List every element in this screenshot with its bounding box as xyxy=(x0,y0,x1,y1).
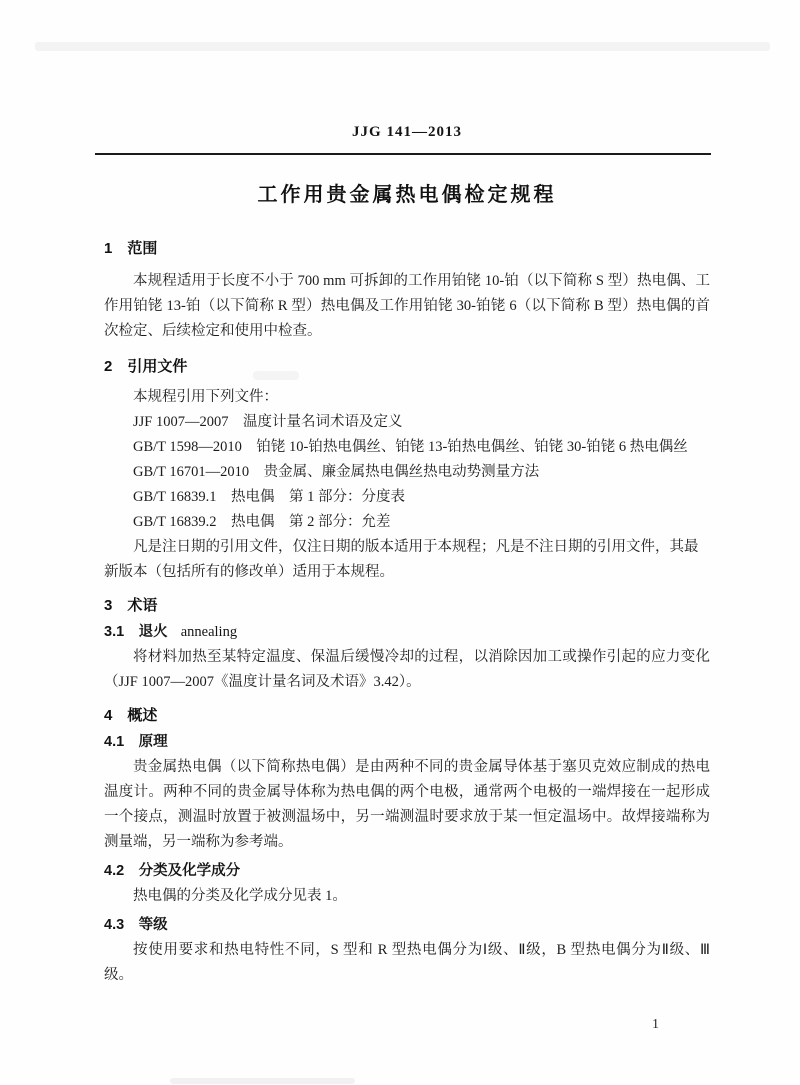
reference-note: 凡是注日期的引用文件，仅注日期的版本适用于本规程；凡是不注日期的引用文件，其最新版本（包括所有的修改单）适用于本规程。 xyxy=(104,539,699,580)
section-4-heading: 4 概述 xyxy=(104,707,158,724)
subsection-3-1-paragraph: 将材料加热至某特定温度、保温后缓慢冷却的过程，以消除因加工或操作引起的应力变化（JJF 1007—2007《温度计量名词及术语》3.42）。 xyxy=(104,649,710,690)
subsection-4-3-heading xyxy=(104,913,710,938)
subsection-4-3-paragraph: 按使用要求和热电特性不同，S 型和 R 型热电偶分为Ⅰ级、Ⅱ级，B 型热电偶分为Ⅱ级、Ⅲ级。 xyxy=(104,942,710,983)
reference-item: GB/T 16701—2010 贵金属、廉金属热电偶丝热电动势测量方法 xyxy=(133,464,540,480)
page-number: 1 xyxy=(652,1017,659,1032)
subsection-3-1-heading xyxy=(104,620,710,645)
subsection-3-1-label: 3.1 退火 xyxy=(104,624,168,640)
subsection-4-2-heading xyxy=(104,859,710,884)
document-title: 工作用贵金属热电偶检定规程 xyxy=(257,184,557,206)
scan-artifact-bottom-smudge xyxy=(170,1078,355,1084)
reference-item: GB/T 16839.1 热电偶 第 1 部分：分度表 xyxy=(133,489,406,505)
subsection-3-1-latin-term: annealing xyxy=(180,624,238,640)
subsection-4-1-paragraph: 贵金属热电偶（以下简称热电偶）是由两种不同的贵金属导体基于塞贝克效应制成的热电温度计。两种不同的贵金属导体称为热电偶的两个电极，通常两个电极的一端焊接在一起形成一个接点，测温时放置于被测温场中，另一端测温时要求放于某一恒定温场中。故焊接端称为测量端，另一端称为参考端。 xyxy=(104,759,710,850)
reference-list xyxy=(104,385,710,585)
subsection-4-3-label: 4.3 等级 xyxy=(104,917,168,933)
subsection-4-1-label: 4.1 原理 xyxy=(104,734,168,750)
page-content xyxy=(104,0,710,988)
reference-intro: 本规程引用下列文件： xyxy=(133,389,278,405)
section-1-heading: 1 范围 xyxy=(104,240,158,257)
reference-item: JJF 1007—2007 温度计量名词术语及定义 xyxy=(133,414,403,430)
section-2-heading: 2 引用文件 xyxy=(104,358,188,375)
subsection-4-2-paragraph: 热电偶的分类及化学成分见表 1。 xyxy=(133,888,347,904)
subsection-4-2-label: 4.2 分类及化学成分 xyxy=(104,863,241,879)
section-3-heading: 3 术语 xyxy=(104,597,158,614)
section-1-paragraph: 本规程适用于长度不小于 700 mm 可拆卸的工作用铂铑 10-铂（以下简称 S 型）热电偶、工作用铂铑 13-铂（以下简称 R 型）热电偶及工作用铂铑 30-铂铑 6（以下简称 B 型）热电偶的首次检定、后续检定和使用中检查。 xyxy=(104,273,710,339)
subsection-4-1-heading xyxy=(104,730,710,755)
standard-code-header: JJG 141—2013 xyxy=(352,124,462,140)
reference-item: GB/T 16839.2 热电偶 第 2 部分：允差 xyxy=(133,514,391,530)
reference-item: GB/T 1598—2010 铂铑 10-铂热电偶丝、铂铑 13-铂热电偶丝、铂铑 30-铂铑 6 热电偶丝 xyxy=(133,439,688,455)
header-rule xyxy=(95,153,711,155)
